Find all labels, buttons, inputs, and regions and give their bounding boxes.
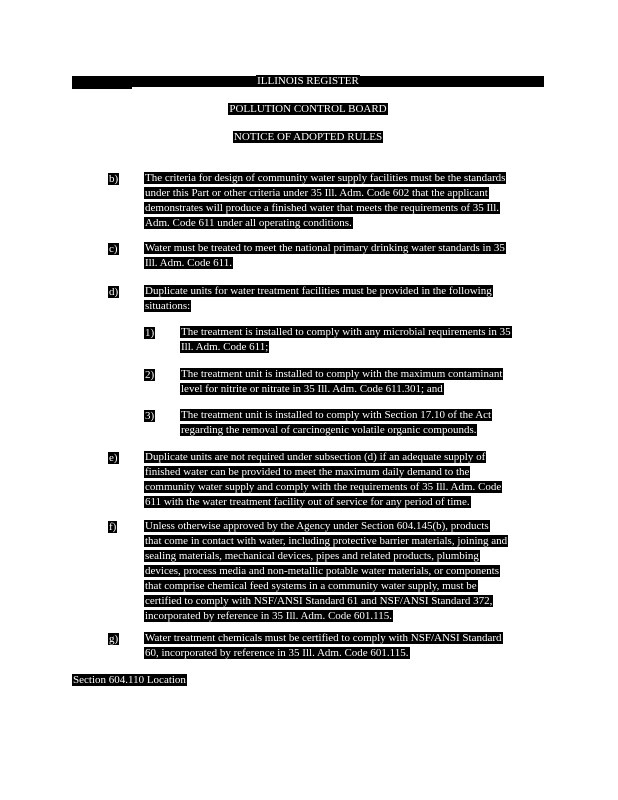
item-f-text: Unless otherwise approved by the Agency under Section 604.145(b), products that come in contact with water, including protective barrier materials, joining and sealing materials, mechanical devices, pipes and related products, plumbing devices, process media and non-metallic potable water materials, or components that comprise chemical feed systems in a community water supply, must be certified to comply with NSF/ANSI Standard 61 and NSF/ANSI Standard 372, incorporated by reference in 35 Ill. Adm. Code 601.115.	[145, 520, 508, 622]
item-d3-label: 3)	[145, 410, 155, 422]
item-d-text: Duplicate units for water treatment facilities must be provided in the following situations:	[145, 285, 492, 312]
register-title: ILLINOIS REGISTER	[257, 75, 359, 87]
board-title: POLLUTION CONTROL BOARD	[229, 103, 387, 115]
item-c-label: c)	[109, 243, 118, 255]
item-d1-text: The treatment is installed to comply with any microbial requirements in 35 Ill. Adm. Code 611;	[181, 326, 511, 353]
item-d1-label: 1)	[145, 327, 155, 339]
notice-title: NOTICE OF ADOPTED RULES	[233, 131, 383, 143]
section-heading: Section 604.110 Location	[73, 674, 186, 686]
item-e-text: Duplicate units are not required under subsection (d) if an adequate supply of finished water can be provided to meet the maximum daily demand to the community water supply and comply with the requirements of 35 Ill. Adm. Code 611 with the water treatment facility out of service for any period of time.	[145, 451, 502, 508]
item-d2-label: 2)	[145, 369, 155, 381]
item-e-label: e)	[109, 452, 118, 464]
header-rule	[72, 87, 132, 89]
item-c-text: Water must be treated to meet the national primary drinking water standards in 35 Ill. Adm. Code 611.	[145, 242, 505, 269]
item-d3-text: The treatment unit is installed to comply with Section 17.10 of the Act regarding the removal of carcinogenic volatile organic compounds.	[181, 409, 492, 436]
item-g-label: g)	[109, 633, 119, 645]
item-b-text: The criteria for design of community water supply facilities must be the standards under this Part or other criteria under 35 Ill. Adm. Code 602 that the applicant demonstrates will produce a finished water that meets the requirements of 35 Ill. Adm. Code 611 under all operating conditions.	[145, 172, 506, 229]
item-d-label: d)	[109, 286, 119, 298]
item-b-label: b)	[109, 173, 119, 185]
item-f-label: f)	[109, 521, 117, 533]
item-g-text: Water treatment chemicals must be certified to comply with NSF/ANSI Standard 60, incorporated by reference in 35 Ill. Adm. Code 601.115.	[145, 632, 502, 659]
item-d2-text: The treatment unit is installed to comply with the maximum contaminant level for nitrite or nitrate in 35 Ill. Adm. Code 611.301; and	[181, 368, 503, 395]
